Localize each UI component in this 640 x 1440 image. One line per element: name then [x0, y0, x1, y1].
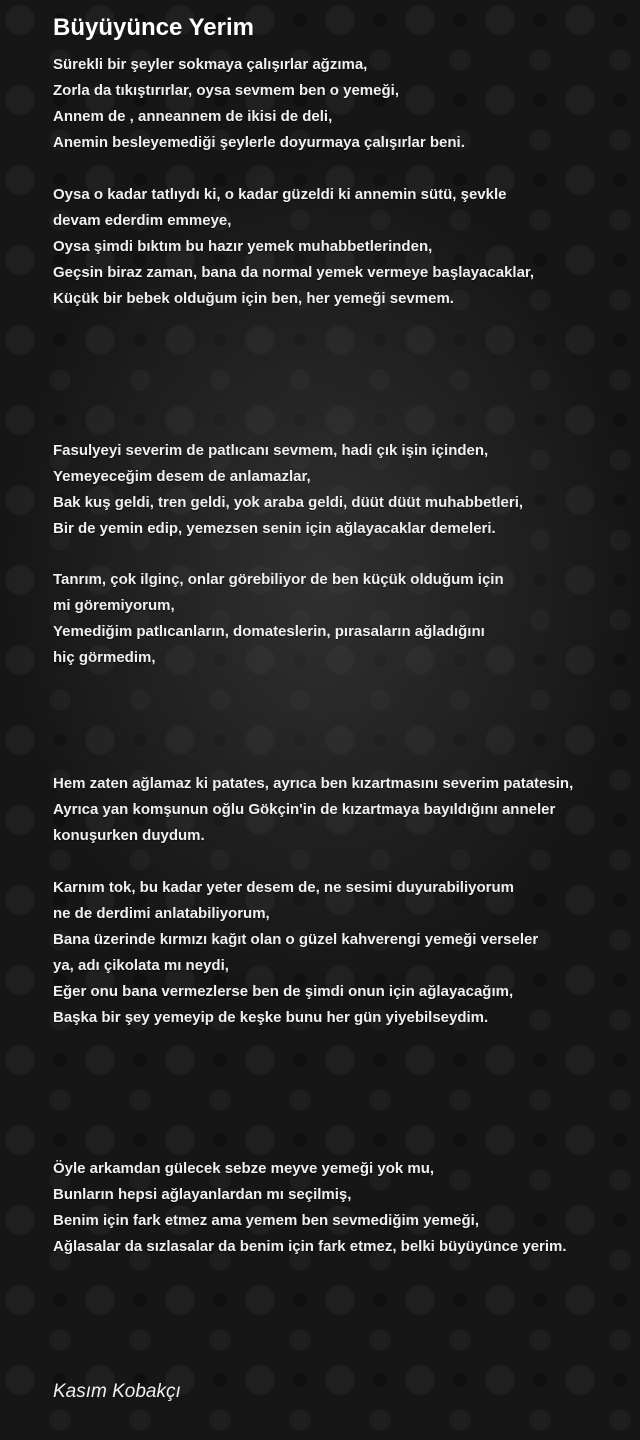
poem-line: Zorla da tıkıştırırlar, oysa sevmem ben o yemeği,	[53, 82, 399, 99]
stanza-7	[53, 1156, 633, 1260]
poem-line: Bir de yemin edip, yemezsen senin için ağlayacaklar demeleri.	[53, 520, 496, 537]
poem-line: Yemeyeceğim desem de anlamazlar,	[53, 468, 311, 485]
poem-line: Ağlasalar da sızlasalar da benim için fark etmez, belki büyüyünce yerim.	[53, 1238, 567, 1255]
poem-line: ya, adı çikolata mı neydi,	[53, 957, 229, 974]
stanza-5	[53, 771, 633, 849]
poem-line: devam ederdim emmeye,	[53, 212, 232, 229]
poem-line: Bak kuş geldi, tren geldi, yok araba geldi, düüt düüt muhabbetleri,	[53, 494, 524, 511]
stanza-6	[53, 875, 633, 1031]
poem-line: mi göremiyorum,	[53, 597, 175, 614]
poem-line: hiç görmedim,	[53, 649, 156, 666]
stanza-1	[53, 52, 633, 156]
poem-line: Küçük bir bebek olduğum için ben, her yemeği sevmem.	[53, 290, 454, 307]
poem-line: Anemin besleyemediği şeylerle doyurmaya çalışırlar beni.	[53, 134, 465, 151]
poem-title: Büyüyünce Yerim	[53, 14, 254, 41]
poem-line: Benim için fark etmez ama yemem ben sevmediğim yemeği,	[53, 1212, 480, 1229]
poem-line: Oysa şimdi bıktım bu hazır yemek muhabbetlerinden,	[53, 238, 433, 255]
author-name: Kasım Kobakçı	[53, 1381, 181, 1402]
poem-line: Annem de , anneannem de ikisi de deli,	[53, 108, 333, 125]
poem-line: Ayrıca yan komşunun oğlu Gökçin'in de kızartmaya bayıldığını anneler	[53, 801, 556, 818]
poem-line: Fasulyeyi severim de patlıcanı sevmem, hadi çık işin içinden,	[53, 442, 489, 459]
poem-line: ne de derdimi anlatabiliyorum,	[53, 905, 270, 922]
poem-line: Bunların hepsi ağlayanlardan mı seçilmiş,	[53, 1186, 352, 1203]
poem-line: Başka bir şey yemeyip de keşke bunu her gün yiyebilseydim.	[53, 1009, 489, 1026]
poem-line: Eğer onu bana vermezlerse ben de şimdi onun için ağlayacağım,	[53, 983, 514, 1000]
stanza-2	[53, 182, 633, 312]
stanza-4	[53, 567, 633, 671]
poem-line: Sürekli bir şeyler sokmaya çalışırlar ağzıma,	[53, 56, 368, 73]
poem-line: Oysa o kadar tatlıydı ki, o kadar güzeldi ki annemin sütü, şevkle	[53, 186, 507, 203]
poem-line: Hem zaten ağlamaz ki patates, ayrıca ben kızartmasını severim patatesin,	[53, 775, 574, 792]
poem-line: Karnım tok, bu kadar yeter desem de, ne sesimi duyurabiliyorum	[53, 879, 514, 896]
poem-line: Yemediğim patlıcanların, domateslerin, pırasaların ağladığını	[53, 623, 485, 640]
poem-line: Geçsin biraz zaman, bana da normal yemek vermeye başlayacaklar,	[53, 264, 535, 281]
poem-line: Tanrım, çok ilginç, onlar görebiliyor de ben küçük olduğum için	[53, 571, 504, 588]
poem-line: Bana üzerinde kırmızı kağıt olan o güzel kahverengi yemeği verseler	[53, 931, 539, 948]
stanza-3	[53, 438, 633, 542]
poem-line: Öyle arkamdan gülecek sebze meyve yemeği yok mu,	[53, 1160, 435, 1177]
poem-line: konuşurken duydum.	[53, 827, 205, 844]
